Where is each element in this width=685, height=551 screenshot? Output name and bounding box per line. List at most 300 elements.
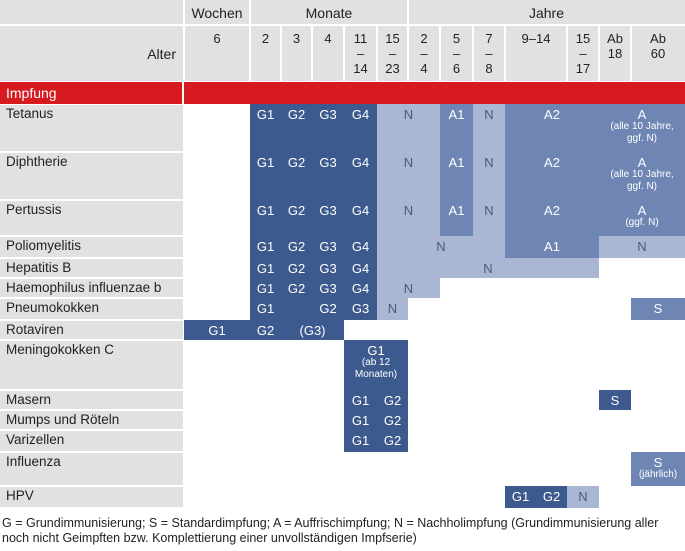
schedule-band-n [473,104,505,152]
schedule-band-g [281,200,312,236]
schedule-band-g [344,200,377,236]
empty-cell [567,340,599,390]
schedule-band-g [250,278,281,298]
band-label: G3 [319,281,337,296]
empty-cell [440,278,473,298]
band-label: G4 [351,155,370,170]
empty-cell [505,430,567,452]
header-col-1 [250,25,281,82]
schedule-band-a [505,104,599,152]
band-sublabel: ggf. N) [626,133,657,144]
header-col-line: 4 [420,61,428,76]
header-col-3 [312,25,344,82]
band-label: A2 [544,107,560,122]
schedule-band-g [344,430,377,452]
empty-cell [631,410,685,430]
empty-cell [567,390,599,410]
vaccine-row-label: Haemophilus influenzae b [0,278,184,298]
schedule-band-g [344,258,377,278]
empty-cell [567,430,599,452]
schedule-band-g [344,410,377,430]
band-label: G1 [367,343,385,358]
header-col-10 [567,25,599,82]
schedule-band-g [344,152,377,200]
schedule-band-a [631,452,685,486]
empty-cell [599,320,631,340]
band-label: G2 [383,433,402,448]
schedule-band-a [599,104,685,152]
band-label: G1 [256,301,275,316]
empty-cell [440,390,473,410]
band-label: G1 [256,281,275,296]
empty-cell [184,258,250,278]
schedule-band-g [281,258,312,278]
empty-cell [408,390,440,410]
header-col-line: 2 [261,31,270,46]
empty-cell [184,236,250,258]
vaccine-row-label: Masern [0,390,184,410]
band-label: G4 [351,203,370,218]
empty-cell [377,320,408,340]
empty-cell [599,430,631,452]
empty-cell [408,320,440,340]
schedule-band-g [344,104,377,152]
header-col-0 [184,25,250,82]
empty-cell [408,452,440,486]
schedule-band-g [250,200,281,236]
schedule-band-a [599,152,685,200]
band-label: A2 [544,203,560,218]
empty-cell [631,486,685,508]
empty-cell [440,452,473,486]
header-col-line: Ab [607,31,623,46]
vaccine-row-label: Pneumokokken [0,298,184,320]
empty-cell [250,390,281,410]
empty-cell [599,258,631,278]
schedule-band-g [344,236,377,258]
header-col-line: 14 [353,61,368,76]
schedule-band-a [440,200,473,236]
empty-cell [312,486,344,508]
empty-cell [312,410,344,430]
empty-cell [184,298,250,320]
empty-cell [440,298,473,320]
empty-cell [505,410,567,430]
band-label: N [403,281,414,296]
schedule-band-n [377,200,440,236]
empty-cell [281,452,312,486]
header-col-5 [377,25,408,82]
empty-cell [473,410,505,430]
empty-cell [505,390,567,410]
empty-cell [184,104,250,152]
band-label: G4 [351,281,370,296]
empty-cell [184,200,250,236]
empty-cell [599,486,631,508]
header-col-line: 6 [213,31,221,46]
header-col-7 [440,25,473,82]
header-col-4 [344,25,377,82]
empty-cell [599,278,631,298]
band-label: N [484,203,494,218]
schedule-band-g [312,236,344,258]
header-col-line: 15 [575,31,591,46]
grid-hline [0,24,685,26]
empty-cell [440,340,473,390]
empty-cell [505,340,567,390]
age-label-text: Alter [147,45,176,62]
schedule-band-g [377,410,408,430]
impfung-section-label: Impfung [6,85,57,101]
band-label: G2 [319,301,337,316]
vaccine-row-label: Mumps und Röteln [0,410,184,430]
empty-cell [505,278,567,298]
header-col-line: 4 [324,31,332,46]
vaccine-row-label: Rotaviren [0,320,184,340]
band-label: (G3) [299,323,326,338]
band-label: G2 [383,393,402,408]
band-label: G1 [351,393,370,408]
vaccine-row-label: Poliomyelitis [0,236,184,258]
schedule-band-n [599,236,685,258]
empty-cell [599,452,631,486]
header-col-line: 2 [420,31,428,46]
header-months-group: Monate [250,0,408,25]
schedule-band-g [250,236,281,258]
empty-cell [408,430,440,452]
empty-cell [473,298,505,320]
empty-cell [312,340,344,390]
schedule-band-g [312,104,344,152]
legend-footnote: G = Grundimmunisierung; S = Standardimpfung; A = Auffrischimpfung; N = Nachholimpfung (Grundimmunisierung aller noch nicht Geimpften bzw. Komplettierung einer unvollständigen Impfserie) [2,516,659,545]
schedule-band-g [281,236,312,258]
empty-cell [599,410,631,430]
empty-cell [567,278,599,298]
header-col-2 [281,25,312,82]
schedule-band-a [505,152,599,200]
band-label: G2 [287,239,306,254]
empty-cell [408,410,440,430]
band-label: G1 [256,155,275,170]
schedule-band-g [281,152,312,200]
empty-cell [440,486,473,508]
schedule-band-g [312,258,344,278]
band-label: G3 [319,107,337,122]
band-label: G1 [208,323,226,338]
empty-cell [250,340,281,390]
band-label: G2 [287,107,306,122]
band-sublabel: ggf. N) [626,181,657,192]
band-label: G3 [319,239,337,254]
grid-hline [0,389,685,391]
schedule-band-a [599,200,685,236]
band-label: G1 [256,239,275,254]
header-col-12 [631,25,685,82]
empty-cell [567,320,599,340]
empty-cell [250,452,281,486]
band-label: N [578,489,588,504]
band-sublabel: (ggf. N) [625,217,659,228]
empty-cell [250,486,281,508]
schedule-band-n [377,104,440,152]
empty-cell [344,320,377,340]
corner-top-blank [0,0,184,25]
empty-cell [281,390,312,410]
band-label: G4 [351,261,370,276]
empty-cell [599,340,631,390]
schedule-band-g [250,320,281,340]
vaccine-row-label: Meningokokken C [0,340,184,390]
empty-cell [631,430,685,452]
empty-cell [567,410,599,430]
header-col-line: 9–14 [521,31,551,46]
header-col-line: 15 [385,31,400,46]
band-label: N [403,107,414,122]
schedule-band-g [344,298,377,320]
vaccine-row-label: Tetanus [0,104,184,152]
empty-cell [473,390,505,410]
band-label: S [653,455,663,470]
grid-hline [0,451,685,453]
band-label: N [436,239,446,254]
header-col-6 [408,25,440,82]
band-label: N [484,107,494,122]
band-label: G2 [383,413,402,428]
empty-cell [631,258,685,278]
schedule-band-g [250,152,281,200]
band-label: G2 [287,281,306,296]
schedule-band-n [473,152,505,200]
band-label: G2 [542,489,561,504]
band-label: A [637,155,647,170]
empty-cell [184,390,250,410]
schedule-band-a [440,104,473,152]
header-col-line: 7 [485,31,493,46]
band-label: G4 [351,239,370,254]
band-label: G3 [319,203,337,218]
schedule-band-a [440,152,473,200]
band-label: A1 [448,203,465,218]
schedule-band-n [473,200,505,236]
empty-cell [312,430,344,452]
schedule-band-g [536,486,567,508]
schedule-band-g [344,340,408,390]
empty-cell [440,320,473,340]
band-sublabel: (ab 12 [361,357,391,368]
empty-cell [567,298,599,320]
header-col-line: 8 [485,61,493,76]
band-sublabel: (alle 10 Jahre, [610,121,674,132]
empty-cell [599,298,631,320]
empty-cell [408,340,440,390]
band-label: N [483,261,493,276]
schedule-band-g [312,152,344,200]
empty-cell [631,320,685,340]
empty-cell [377,486,408,508]
header-col-line: – [388,46,397,61]
empty-cell [184,340,250,390]
header-col-line: – [420,46,428,61]
band-label: G2 [256,323,275,338]
schedule-band-g [599,390,631,410]
schedule-band-n [377,236,505,258]
header-col-11 [599,25,631,82]
schedule-band-g [281,320,344,340]
band-label: A1 [448,107,465,122]
band-label: N [484,155,494,170]
empty-cell [505,452,567,486]
schedule-band-g [312,278,344,298]
schedule-band-g [281,298,312,320]
schedule-band-g [184,320,250,340]
header-col-9 [505,25,567,82]
empty-cell [408,486,440,508]
empty-cell [312,390,344,410]
schedule-band-a [505,200,599,236]
schedule-band-g [250,258,281,278]
band-label: G4 [351,107,370,122]
band-label: G1 [351,433,370,448]
schedule-band-a [631,298,685,320]
schedule-band-g [505,486,536,508]
empty-cell [631,340,685,390]
header-col-line: – [452,46,461,61]
band-label: S [653,301,663,316]
empty-cell [184,278,250,298]
empty-cell [631,390,685,410]
grid-hline [0,409,685,411]
band-label: G1 [256,261,275,276]
band-label: G2 [287,261,306,276]
empty-cell [473,486,505,508]
schedule-band-n [377,298,408,320]
empty-cell [281,340,312,390]
header-years-group: Jahre [408,0,685,25]
empty-cell [184,152,250,200]
header-col-line: Ab [650,31,666,46]
empty-cell [184,452,250,486]
band-label: G3 [319,155,337,170]
schedule-band-n [377,278,440,298]
empty-cell [631,278,685,298]
band-label: G3 [319,261,337,276]
schedule-band-g [281,278,312,298]
empty-cell [473,452,505,486]
schedule-band-g [281,104,312,152]
header-col-line: 23 [385,61,400,76]
vaccine-row-label: Influenza [0,452,184,486]
band-label: A2 [544,155,560,170]
grid-vline [183,0,185,508]
band-label: N [637,239,647,254]
header-col-line: 11 [353,31,368,46]
header-col-line: 3 [292,31,301,46]
schedule-band-g [312,200,344,236]
band-label: N [387,301,398,316]
empty-cell [473,320,505,340]
band-label: A [637,203,647,218]
header-col-line: 5 [452,31,461,46]
band-label: A [637,107,647,122]
header-col-8 [473,25,505,82]
header-col-line: 60 [650,46,666,61]
band-label: G2 [287,155,306,170]
empty-cell [440,430,473,452]
schedule-band-g [344,278,377,298]
empty-cell [281,486,312,508]
empty-cell [250,410,281,430]
band-label: G3 [351,301,370,316]
empty-cell [505,320,567,340]
schedule-band-g [250,104,281,152]
vaccine-row-label: HPV [0,486,184,508]
vaccine-row-label: Pertussis [0,200,184,236]
vaccine-row-label: Hepatitis B [0,258,184,278]
header-col-line: – [579,46,587,61]
vaccine-row-label: Diphtherie [0,152,184,200]
band-sublabel: (jährlich) [638,469,678,480]
vaccine-row-label: Varizellen [0,430,184,452]
schedule-band-a [505,236,599,258]
empty-cell [473,340,505,390]
header-col-line: – [485,46,493,61]
empty-cell [184,486,250,508]
schedule-band-n [567,486,599,508]
empty-cell [440,410,473,430]
section-divider [182,82,184,104]
empty-cell [281,410,312,430]
header-age-label [0,25,184,82]
empty-cell [250,430,281,452]
impfung-section-bar [0,82,685,104]
band-sublabel: (alle 10 Jahre, [610,169,674,180]
empty-cell [344,452,377,486]
band-label: A1 [544,239,560,254]
band-label: G1 [256,203,275,218]
schedule-band-n [377,258,599,278]
schedule-band-g [377,430,408,452]
header-col-line: 17 [575,61,591,76]
schedule-band-n [377,152,440,200]
empty-cell [184,430,250,452]
band-label: G1 [351,413,370,428]
schedule-band-g [312,298,344,320]
header-col-line: – [356,46,365,61]
band-sublabel: Monaten) [354,369,398,380]
band-label: G2 [287,203,306,218]
empty-cell [505,298,567,320]
empty-cell [408,298,440,320]
band-label: G1 [511,489,530,504]
header-col-line: 6 [452,61,461,76]
band-label: S [610,393,620,408]
empty-cell [377,452,408,486]
header-weeks-group: Wochen [184,0,250,25]
empty-cell [473,430,505,452]
empty-cell [184,410,250,430]
empty-cell [281,430,312,452]
schedule-band-g [344,390,377,410]
band-label: N [403,203,414,218]
schedule-band-g [377,390,408,410]
band-label: N [403,155,414,170]
band-label: G1 [256,107,275,122]
header-col-line: 18 [607,46,623,61]
empty-cell [344,486,377,508]
empty-cell [312,452,344,486]
empty-cell [473,278,505,298]
grid-hline [0,429,685,431]
